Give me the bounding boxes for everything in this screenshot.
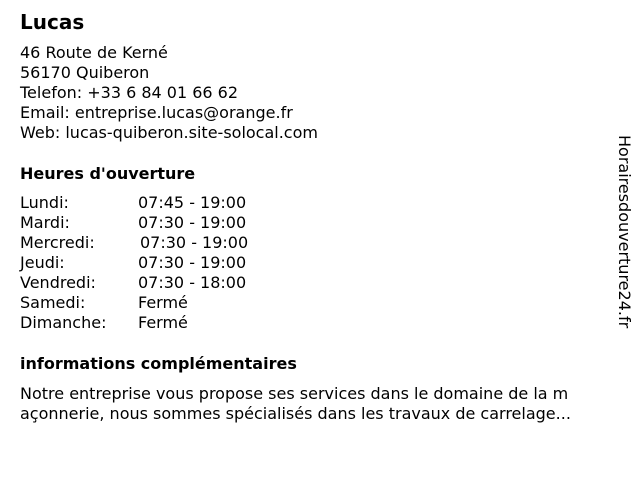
- hours-row-thursday: [20, 253, 320, 273]
- phone-line: Telefon: +33 6 84 01 66 62: [20, 83, 239, 102]
- hours-row-saturday: [20, 293, 320, 313]
- day-label: Lundi:: [20, 193, 69, 212]
- hours-value: 07:45 - 19:00: [138, 193, 247, 212]
- hours-row-monday: [20, 193, 320, 213]
- opening-hours-table: [20, 193, 320, 333]
- hours-row-tuesday: [20, 213, 320, 233]
- site-watermark: Horairesdouverture24.fr: [615, 135, 634, 329]
- email-line: Email: entreprise.lucas@orange.fr: [20, 103, 293, 122]
- hours-value: 07:30 - 19:00: [140, 233, 249, 252]
- business-name: Lucas: [20, 10, 85, 34]
- hours-value: Fermé: [138, 293, 188, 312]
- day-label: Samedi:: [20, 293, 86, 312]
- hours-row-wednesday: [20, 233, 320, 253]
- hours-value: 07:30 - 19:00: [138, 253, 247, 272]
- day-label: Vendredi:: [20, 273, 96, 292]
- day-label: Mardi:: [20, 213, 70, 232]
- day-label: Mercredi:: [20, 233, 95, 252]
- hours-value: 07:30 - 19:00: [138, 213, 247, 232]
- day-label: Jeudi:: [20, 253, 65, 272]
- opening-hours-heading: Heures d'ouverture: [20, 164, 196, 183]
- contact-block: [20, 43, 318, 143]
- day-label: Dimanche:: [20, 313, 107, 332]
- address-line: 46 Route de Kerné: [20, 43, 168, 62]
- description-line: Notre entreprise vous propose ses services dans le domaine de la m: [20, 384, 569, 403]
- hours-row-friday: [20, 273, 320, 293]
- city-line: 56170 Quiberon: [20, 63, 150, 82]
- hours-value: 07:30 - 18:00: [138, 273, 247, 292]
- web-line: Web: lucas-quiberon.site-solocal.com: [20, 123, 318, 142]
- hours-row-sunday: [20, 313, 320, 333]
- description-line: açonnerie, nous sommes spécialisés dans les travaux de carrelage...: [20, 404, 571, 423]
- business-description: [20, 384, 620, 424]
- hours-value: Fermé: [138, 313, 188, 332]
- additional-info-heading: informations complémentaires: [20, 354, 297, 373]
